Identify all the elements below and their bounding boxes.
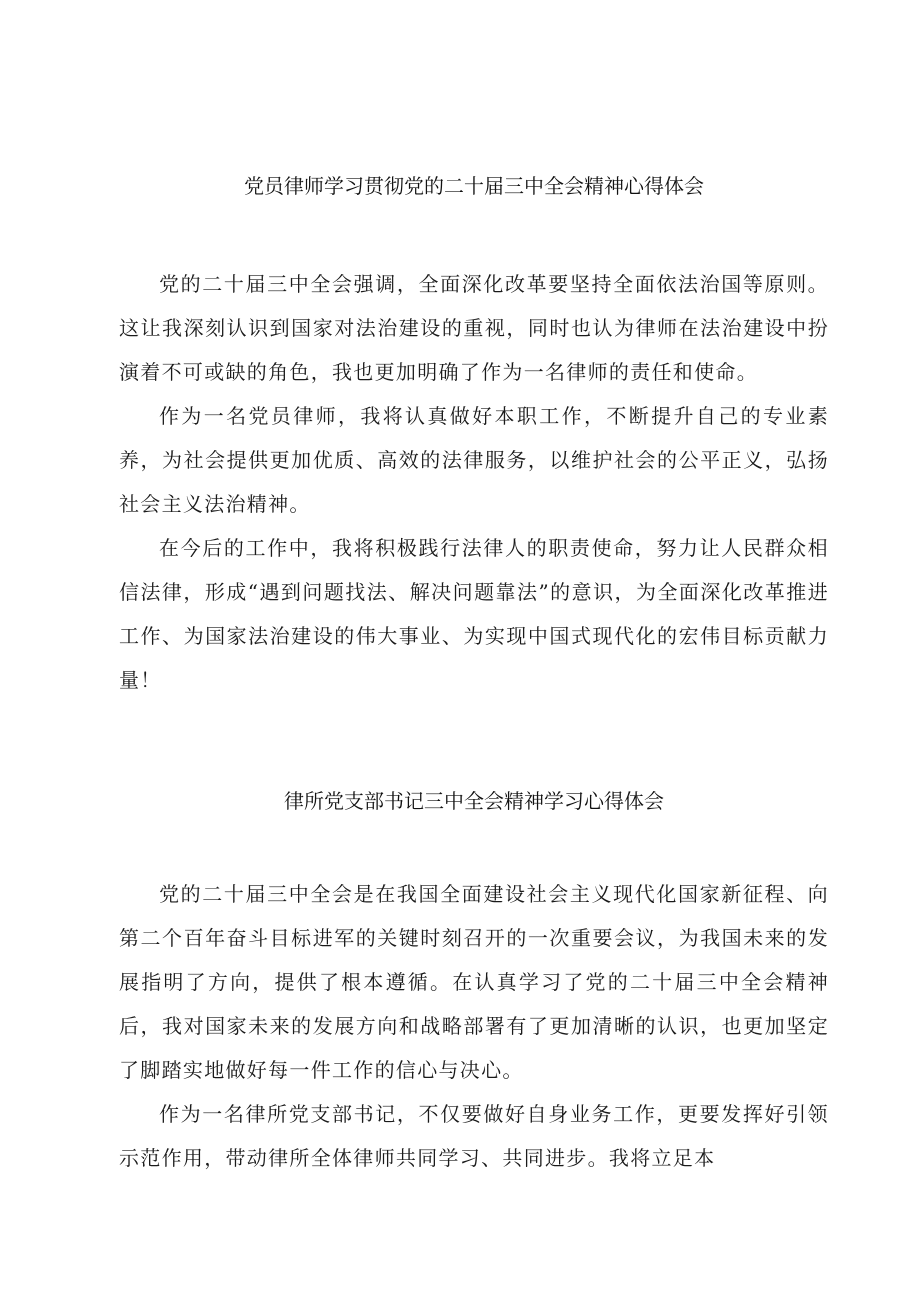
paragraph: 在今后的工作中，我将积极践行法律人的职责使命，努力让人民群众相信法律，形成“遇到问题找法、解决问题靠法”的意识，为全面深化改革推进工作、为国家法治建设的伟大事业、为实现中国式现代化的宏伟目标贡献力量！ — [119, 536, 829, 692]
article-branch-secretary — [119, 781, 829, 1180]
article-party-member-lawyer — [119, 166, 829, 702]
paragraph: 党的二十届三中全会是在我国全面建设社会主义现代化国家新征程、向第二个百年奋斗目标进军的关键时刻召开的一次重要会议，为我国未来的发展指明了方向，提供了根本遵循。在认真学习了党的二十届三中全会精神后，我对国家未来的发展方向和战略部署有了更加清晰的认识，也更加坚定了脚踏实地做好每一件工作的信心与决心。 — [119, 882, 829, 1082]
paragraph: 党的二十届三中全会强调，全面深化改革要坚持全面依法治国等原则。这让我深刻认识到国家对法治建设的重视，同时也认为律师在法治建设中扮演着不可或缺的角色，我也更加明确了作为一名律师的责任和使命。 — [119, 272, 829, 384]
paragraph: 作为一名律所党支部书记，不仅要做好自身业务工作，更要发挥好引领示范作用，带动律所全体律师共同学习、共同进步。我将立足本 — [119, 1102, 829, 1170]
article-title: 律所党支部书记三中全会精神学习心得体会 — [284, 789, 664, 813]
paragraph: 作为一名党员律师，我将认真做好本职工作，不断提升自己的专业素养，为社会提供更加优质、高效的法律服务，以维护社会的公平正义，弘扬社会主义法治精神。 — [119, 404, 829, 516]
article-body — [119, 262, 829, 702]
article-body — [119, 872, 829, 1180]
article-title: 党员律师学习贯彻党的二十届三中全会精神心得体会 — [244, 174, 704, 198]
